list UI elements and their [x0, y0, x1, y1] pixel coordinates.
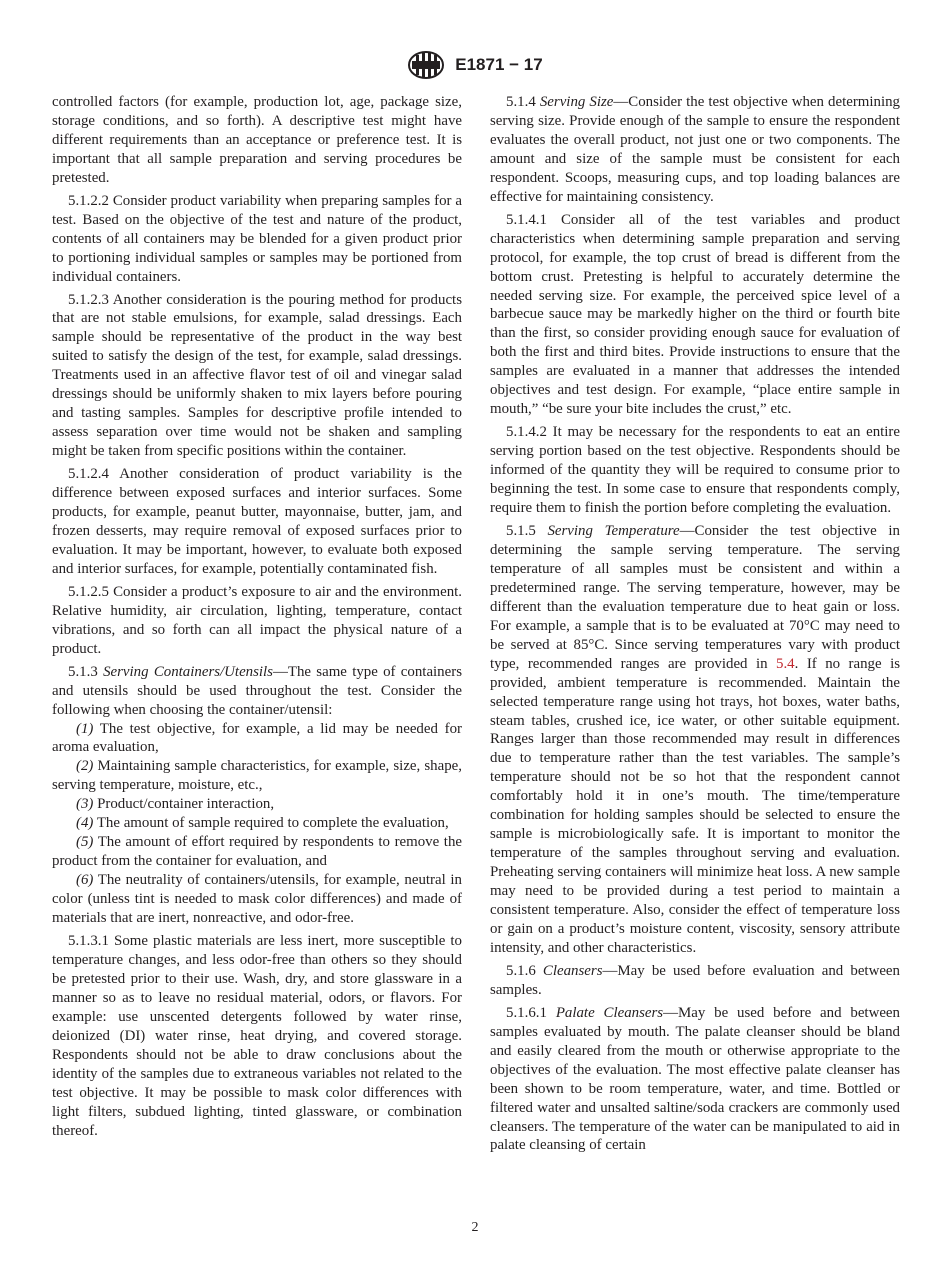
- list-item-number: (1): [76, 720, 94, 737]
- list-item-number: (2): [76, 758, 94, 775]
- list-item-text: The neutrality of containers/utensils, for example, neutral in color (unless tint is needed to mask color differences) and made of materials that are inert, nonreactive, and odor-free.: [52, 872, 462, 927]
- section-title: Cleansers: [542, 962, 603, 979]
- paragraph-5-1-4-2: 5.1.4.2 It may be necessary for the respondents to eat an entire serving portion based on the test objective. Respondents should be informed of the quantity they will be required to consume prior to beginning the test. In some case to ensure that respondents comply, require them to finish the portion before completing the evaluation.: [490, 424, 900, 517]
- section-reference-link[interactable]: 5.4: [776, 655, 795, 672]
- section-title: Serving Size: [539, 94, 614, 110]
- section-number: 5.1.5: [506, 522, 536, 539]
- left-column: [52, 93, 462, 1144]
- list-item: [52, 757, 462, 795]
- list-item-number: (4): [76, 815, 94, 832]
- section-number: 5.1.6.1: [506, 1004, 547, 1021]
- paragraph-5-1-3-1: 5.1.3.1 Some plastic materials are less inert, more susceptible to temperature changes, and less odor-free than others so they should be pretested prior to their use. Wash, dry, and store glassware in a manner so as to leave no residual material, odors, or flavors. For example: use unscented detergents followed by water rinse, deionized (DI) water rinse, heat drying, and covered storage. Respondents should not be able to draw conclusions about the identity of the samples due to extraneous variables not related to the test objective. It may be possible to mask color differences with light filters, subdued lighting, tinted glassware, or combination thereof.: [52, 932, 462, 1139]
- list-item: [52, 720, 462, 758]
- section-title: Serving Containers/Utensils: [103, 663, 273, 680]
- section-text: —May be used before evaluation and between samples.: [490, 962, 900, 998]
- paragraph-5-1-2-4: 5.1.2.4 Another consideration of product variability is the difference between exposed surfaces and interior surfaces. Some products, for example, peanut butter, mayonnaise, butter, jam, and frozen desserts, may require removal of exposed surfaces prior to evaluation. It may be important, however, to evaluate both exposed and interior surfaces, for example, potentially contaminated fish.: [52, 466, 462, 577]
- list-item: [52, 871, 462, 928]
- section-text: —The same type of containers and utensils should be used throughout the test. Consider the following when choosing the container/utensil:: [52, 663, 462, 718]
- list-item-text: Product/container interaction,: [93, 796, 275, 813]
- list-item-text: The amount of effort required by respondents to remove the product from the container for evaluation, and: [52, 834, 462, 870]
- page-number: 2: [471, 1220, 479, 1235]
- list-item-number: (3): [76, 796, 94, 813]
- list-item-text: Maintaining sample characteristics, for example, size, shape, serving temperature, moisture, etc.,: [52, 758, 462, 794]
- list-item: [52, 833, 462, 871]
- standard-designation: E1871 − 17: [455, 55, 543, 74]
- list-item-number: (5): [76, 834, 94, 851]
- astm-logo-icon: [407, 50, 445, 80]
- paragraph-5-1-6-1: [490, 1004, 900, 1156]
- list-item-number: (6): [76, 872, 94, 889]
- paragraph-5-1-6: [490, 962, 900, 1000]
- paragraph-5-1-3: [52, 663, 462, 720]
- paragraph-5-1-5: [490, 522, 900, 958]
- section-number: 5.1.4: [506, 94, 536, 110]
- section-text: —Consider the test objective when determining serving size. Provide enough of the sample to ensure the respondent evaluates the overall product, not just one or two components. The amount and size of the sample must be consistent for each respondent. Scoops, measuring cups, and top loading balances are effective for maintaining consistency.: [490, 94, 900, 205]
- paragraph-5-1-2-2: 5.1.2.2 Consider product variability when preparing samples for a test. Based on the objective of the test and nature of the product, contents of all containers may be blended for a given product prior to portioning individual samples or samples may be portioned from individual containers.: [52, 192, 462, 285]
- paragraph-5-1-2-5: 5.1.2.5 Consider a product’s exposure to air and the environment. Relative humidity, air circulation, lighting, temperature, contact vibrations, and so forth can all impact the physical nature of a product.: [52, 583, 462, 657]
- list-item: [52, 795, 462, 814]
- list-item-text: The test objective, for example, a lid may be needed for aroma evaluation,: [52, 720, 462, 756]
- paragraph-5-1-4-1: 5.1.4.1 Consider all of the test variables and product characteristics when determining sample preparation and serving protocol, for example, the top crust of bread is different from the bottom crust. Pretesting is helpful to accurately determine the needed serving size. For example, the perceived spice level of a barbecue sauce may be markedly higher on the third or fourth bite than the first, so consider providing enough sauce for evaluation of both the first and third bites. Provide instructions to ensure that the samples are evaluated in a manner that addresses the intended objectives and test design. For example, “place entire sample in mouth,” “be sure your bite includes the crust,” etc.: [490, 211, 900, 418]
- section-number: 5.1.6: [506, 962, 536, 979]
- list-item-text: The amount of sample required to complete the evaluation,: [93, 815, 449, 832]
- section-text-continued: . If no range is provided, ambient temperature is recommended. Maintain the selected temperature range using hot trays, hot boxes, water baths, steam tables, crushed ice, ice water, or other suitable equipment. Ranges larger than those recommended may result in differences due to temperature rather than the test variables. The sample’s temperature should not be so hot that the respondent cannot comfortably hold it in one’s mouth. The time/temperature combination for holding samples should be selected to ensure the sample is microbiologically safe. It is important to monitor the temperature of the samples throughout serving and evaluation. Preheating serving containers will minimize heat loss. A new sample may need to be provided during a test period to maintain a consistent temperature. Also, consider the effect of temperature loss or gain on a product’s moisture content, viscosity, sensory attribute intensity, and other characteristics.: [490, 655, 901, 956]
- paragraph-5-1-4: [490, 93, 900, 207]
- list-item: [52, 814, 462, 833]
- section-text: —May be used before and between samples evaluated by mouth. The palate cleanser should be bland and easily cleared from the mouth or otherwise appropriate to the objectives of the evaluation. The most effective palate cleanser has been shown to be room temperature, water, and time. Bottled or filtered water and unsalted saltine/soda crackers are commonly used cleansers. The temperature of the water can be manipulated to aid in palate cleansing of certain: [490, 1004, 900, 1154]
- section-title: Serving Temperature: [547, 522, 680, 539]
- section-title: Palate Cleansers: [555, 1004, 664, 1021]
- paragraph-continued: controlled factors (for example, production lot, age, package size, storage conditions, and so forth). A descriptive test might have different requirements than an acceptance or preference test. It is important that all sample preparation and serving procedures be pretested.: [52, 94, 462, 186]
- paragraph-5-1-2-3: 5.1.2.3 Another consideration is the pouring method for products that are not stable emulsions, for example, salad dressings. Each sample should be representative of the product in the way best suited to satisfy the design of the test, for example, salad dressings. Treatments used in an affective flavor test of oil and vinegar salad dressings should be uniformly shaken to mix layers before pouring and tasting samples. Samples for descriptive profile intended to assess separation over time would not be shaken and sampling might be taken from specific positions within the container.: [52, 291, 462, 460]
- section-text: —Consider the test objective in determining the sample serving temperature. The serving temperature of all samples must be consistent and within a predetermined range. The serving temperature, however, may be different than the evaluation temperature due to heat gain or loss. For example, a sample that is to be evaluated at 70°C may need to be served at 85°C. Since serving temperatures vary with product type, recommended ranges are provided in: [490, 522, 900, 672]
- page-header: [0, 50, 950, 80]
- section-number: 5.1.3: [68, 663, 98, 680]
- right-column: [490, 93, 900, 1159]
